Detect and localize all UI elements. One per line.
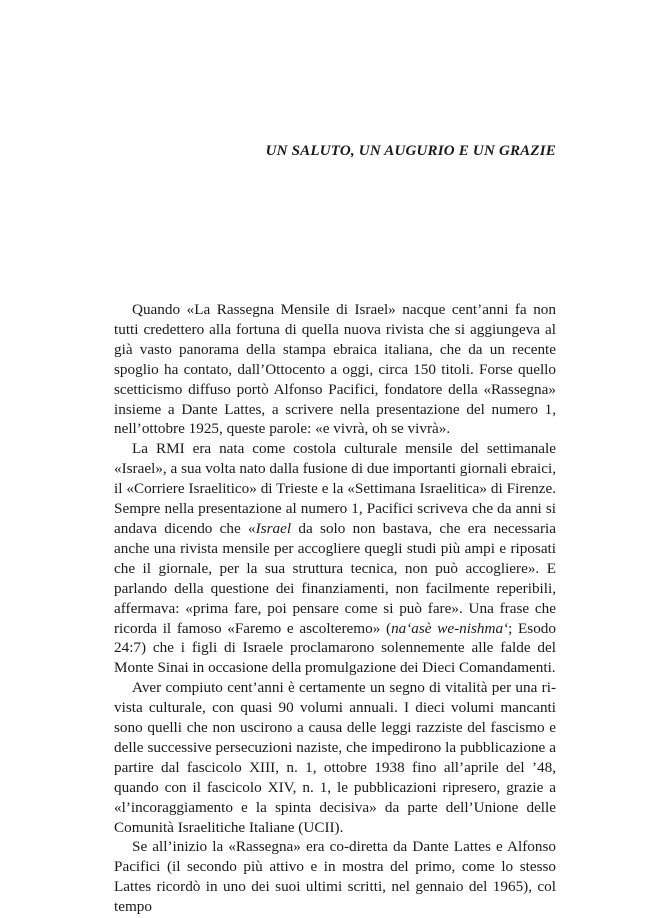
text-segment: Quando «La Rassegna Mensile di Israel» nacque cent’anni fa non tutti credettero alla fortuna di quella nuova rivista che si aggiungeva al già vasto panorama della stampa ebraica italiana, che da un recente spoglio ha contato, dall’Ottocento a oggi, circa 150 titoli. Forse quello scetticismo diffuso portò Alfonso Pacifici, fondatore della «Rassegna» insieme a Dante Lattes, a scrivere nella presentazione del numero 1, nell’ottobre 1925, queste parole: «e vivrà, oh se vivrà».	[114, 301, 556, 438]
text-segment: La RMI era nata come costola culturale mensile del settimanale «Israel», a sua volta nato dalla fusione di due importanti giornali ebraici, il «Corriere Israelitico» di Trieste e la «Settimana Israelitica» di Firenze. Sempre nella presentazione al numero 1, Pacifici scriveva che da anni si andava dicendo che «	[114, 440, 556, 537]
italic-segment: Israel	[255, 519, 292, 537]
text-segment: da solo non bastava, che era necessaria anche una rivista mensile per accogliere quegli studi più ampi e riposati che il giornale, per la sua struttura tecnica, non può accogliere». E parlando della questione dei finanziamenti, non facilmente reperibili, affermava: «prima fare, poi pensare come si può fare». Una frase che ricorda il famoso «Faremo e ascolteremo» (	[114, 519, 556, 637]
body-text	[114, 300, 556, 917]
italic-segment: na‘asè we-nishma‘	[391, 619, 509, 637]
paragraph	[114, 300, 556, 439]
paragraph	[114, 837, 556, 917]
text-segment: ; Esodo 24:7) che i figli di Israele proclamarono solennemente alle falde del Monte Sinai in occasione della promulgazione dei Dieci Comandamenti.	[114, 619, 556, 677]
paragraph	[114, 439, 556, 678]
paragraph	[114, 678, 556, 837]
text-segment: Se all’inizio la «Rassegna» era co-diretta da Dante Lattes e Alfonso Pacifici (il secondo più attivo e in mostra del primo, come lo stesso Lattes ricordò in uno dei suoi ultimi scritti, nel gennaio del 1965), col tempo	[114, 838, 556, 916]
page-title: UN SALUTO, UN AUGURIO E UN GRAZIE	[265, 143, 556, 159]
text-segment: Aver compiuto cent’anni è certamente un segno di vitalità per una rivista culturale, con quasi 90 volumi annuali. I dieci volumi mancanti sono quelli che non uscirono a causa delle leggi razziste del fascismo e delle successive persecuzioni naziste, che impedirono la pubblicazione a partire dal fascicolo XIII, n. 1, ottobre 1938 fino all’aprile del ’48, quando con il fascicolo XIV, n. 1, le pubblicazioni ripresero, grazie a «l’incoraggiamento e la spinta decisiva» da parte dell’Unione delle Comunità Israelitiche Italiane (UCII).	[114, 679, 556, 836]
